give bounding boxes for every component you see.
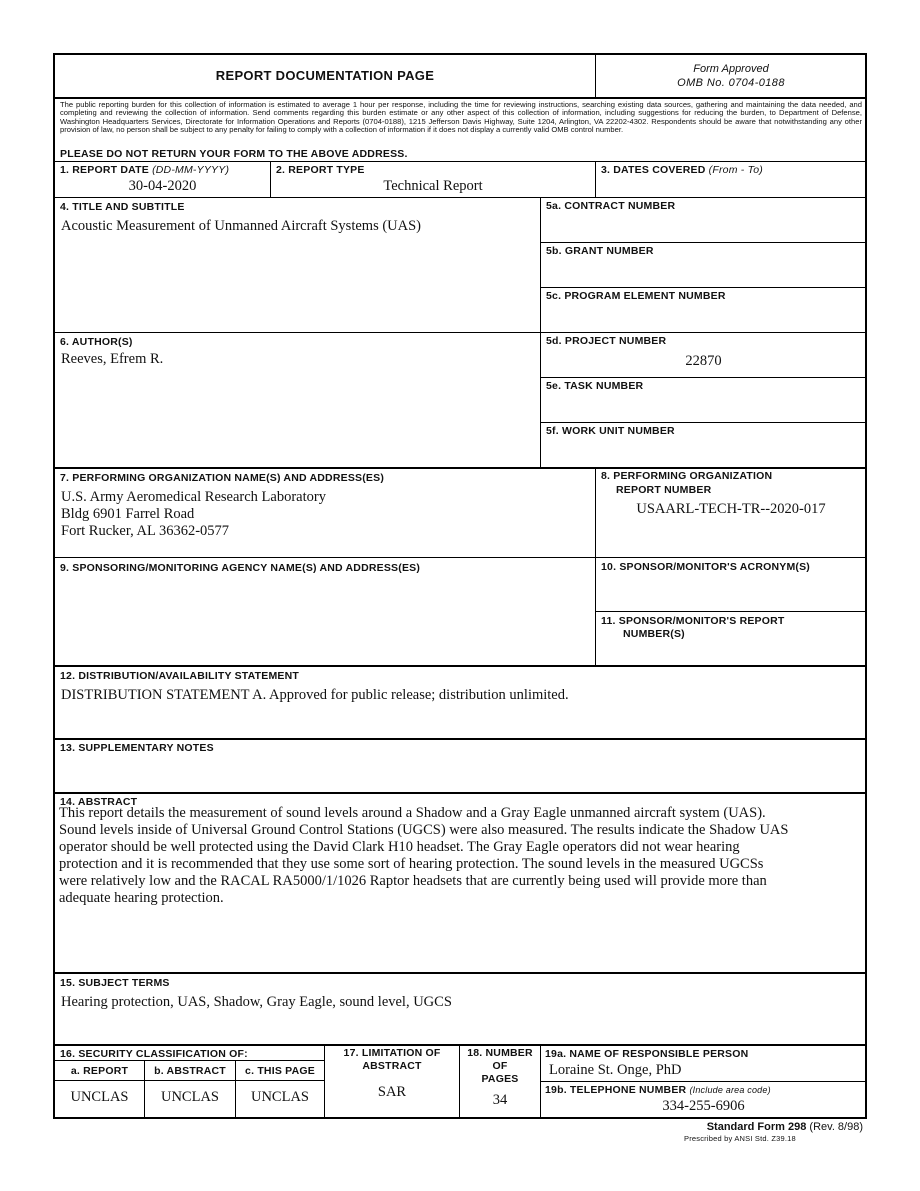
rule-row1 <box>53 161 867 162</box>
rule-row9 <box>53 665 867 667</box>
rule-row2 <box>53 197 867 198</box>
abstract-line: operator should be well protected using the David Clark H10 headset. The Gray Eagle operators did not wear hearing <box>59 839 740 855</box>
rule-row12 <box>53 738 867 740</box>
supplementary-notes-label: 13. SUPPLEMENTARY NOTES <box>60 742 214 754</box>
sponsor-report-number-label-2: NUMBER(S) <box>623 628 685 640</box>
contract-number-label: 5a. CONTRACT NUMBER <box>546 200 676 212</box>
dates-covered-label: 3. DATES COVERED (From - To) <box>601 164 763 176</box>
rule-16-head <box>53 1060 324 1061</box>
rule-header <box>53 97 867 99</box>
rule-row15 <box>53 1044 867 1046</box>
sponsor-acronym-label: 10. SPONSOR/MONITOR'S ACRONYM(S) <box>601 561 811 573</box>
title-value: Acoustic Measurement of Unmanned Aircraft Systems (UAS) <box>61 218 422 234</box>
distribution-value: DISTRIBUTION STATEMENT A. Approved for public release; distribution unlimited. <box>61 687 569 703</box>
sponsor-report-number-label: 11. SPONSOR/MONITOR'S REPORT <box>601 615 785 627</box>
telephone-label: 19b. TELEPHONE NUMBER (Include area code) <box>545 1084 771 1096</box>
abstract-line: This report details the measurement of sound levels around a Shadow and a Gray Eagle unmanned aircraft system (UAS). <box>59 805 766 821</box>
rule-5e <box>540 422 867 423</box>
title-label: 4. TITLE AND SUBTITLE <box>60 201 185 213</box>
rule-5d <box>540 377 867 378</box>
number-of-pages-label-3: PAGES <box>481 1073 519 1085</box>
abstract-line: were relatively low and the RACAL RA5000/1/1026 Raptor headsets that are currently being used will provide more than <box>59 873 767 889</box>
frame-bottom <box>53 1117 867 1119</box>
task-number-label: 5e. TASK NUMBER <box>546 380 644 392</box>
limitation-label-2: ABSTRACT <box>362 1060 422 1072</box>
div-col5 <box>540 197 541 469</box>
subject-terms-value: Hearing protection, UAS, Shadow, Gray Eagle, sound level, UGCS <box>61 994 452 1010</box>
abstract-line: protection and it is recommended that they use some sort of hearing protection. The sound levels in the measured UGCSs <box>59 856 764 872</box>
rule-row14 <box>53 972 867 974</box>
report-type-value: Technical Report <box>383 178 483 194</box>
report-date-label: 1. REPORT DATE (DD-MM-YYYY) <box>60 164 230 176</box>
performing-org-line: Fort Rucker, AL 36362-0577 <box>61 523 230 539</box>
performing-org-line: U.S. Army Aeromedical Research Laboratory <box>61 489 326 505</box>
rule-row10 <box>595 611 867 612</box>
frame-left <box>53 53 55 1119</box>
distribution-label: 12. DISTRIBUTION/AVAILABILITY STATEMENT <box>60 670 299 682</box>
rule-row6 <box>53 467 867 469</box>
abstract-class-label: b. ABSTRACT <box>154 1065 226 1077</box>
do-not-return: PLEASE DO NOT RETURN YOUR FORM TO THE ABOVE ADDRESS. <box>60 148 408 160</box>
report-number-label-2: REPORT NUMBER <box>616 484 712 496</box>
report-class-label: a. REPORT <box>70 1065 129 1077</box>
div-col8 <box>595 467 596 666</box>
authors-label: 6. AUTHOR(S) <box>60 336 133 348</box>
prescribed-by: Prescribed by ANSI Std. Z39.18 <box>684 1134 796 1143</box>
program-element-label: 5c. PROGRAM ELEMENT NUMBER <box>546 290 726 302</box>
project-number-label: 5d. PROJECT NUMBER <box>546 335 667 347</box>
rule-row7 <box>53 557 867 558</box>
performing-org-label: 7. PERFORMING ORGANIZATION NAME(S) AND ADDRESS(ES) <box>60 472 385 484</box>
abstract-label: 14. ABSTRACT <box>60 796 138 808</box>
authors-value: Reeves, Efrem R. <box>61 351 164 367</box>
number-of-pages-label: 18. NUMBER <box>467 1047 533 1059</box>
form-approved: Form Approved <box>693 63 769 75</box>
header-divider <box>595 53 596 98</box>
frame-right <box>865 53 867 1119</box>
responsible-person-value: Loraine St. Onge, PhD <box>549 1062 682 1078</box>
report-date-value: 30-04-2020 <box>128 178 197 194</box>
security-classification-label: 16. SECURITY CLASSIFICATION OF: <box>60 1048 248 1060</box>
limitation-value: SAR <box>377 1084 407 1100</box>
rule-5a <box>540 242 867 243</box>
burden-statement: The public reporting burden for this collection of information is estimated to average 1 hour per response, including the time for reviewing instructions, searching existing data sources, gathering and maintaining the data needed, and completing and reviewing the collection of information. Send comments regarding this burden estimate or any other aspect of this collection of information, including suggestions for reducing the burden, to Department of Defense, Washington Headquarters Services, Directorate for Information Operations and Reports (0704-0188), 1215 Jefferson Davis Highway, Suite 1204, Arlington, VA 22202-4302. Respondents should be aware that notwithstanding any other provision of law, no person shall be subject to any penalty for failing to comply with a collection of information if it does not display a currently valid OMB control number. <box>60 100 862 135</box>
rule-row13 <box>53 792 867 794</box>
page-title: REPORT DOCUMENTATION PAGE <box>215 68 435 83</box>
omb-number: OMB No. 0704-0188 <box>677 77 785 89</box>
report-type-label: 2. REPORT TYPE <box>276 164 365 176</box>
abstract-line: Sound levels inside of Universal Ground Control Stations (UGCS) were also measured. The results indicate the Shadow UAS <box>59 822 789 838</box>
abstract-line: adequate hearing protection. <box>59 890 224 906</box>
report-number-value: USAARL-TECH-TR--2020-017 <box>636 501 826 517</box>
standard-form: Standard Form 298 (Rev. 8/98) <box>706 1121 863 1133</box>
rule-16-sub <box>53 1080 324 1081</box>
performing-org-line: Bldg 6901 Farrel Road <box>61 506 195 522</box>
this-page-class-value: UNCLAS <box>250 1089 309 1105</box>
work-unit-label: 5f. WORK UNIT NUMBER <box>546 425 675 437</box>
sponsoring-agency-label: 9. SPONSORING/MONITORING AGENCY NAME(S) AND ADDRESS(ES) <box>60 562 421 574</box>
telephone-value: 334-255-6906 <box>662 1098 745 1114</box>
number-of-pages-label-2: OF <box>492 1060 508 1072</box>
frame-top <box>53 53 867 55</box>
report-class-value: UNCLAS <box>70 1089 129 1105</box>
number-of-pages-value: 34 <box>492 1092 508 1108</box>
grant-number-label: 5b. GRANT NUMBER <box>546 245 654 257</box>
div-2-3 <box>595 161 596 198</box>
abstract-class-value: UNCLAS <box>160 1089 219 1105</box>
subject-terms-label: 15. SUBJECT TERMS <box>60 977 170 989</box>
rule-5b <box>540 287 867 288</box>
responsible-person-label: 19a. NAME OF RESPONSIBLE PERSON <box>545 1048 749 1060</box>
rule-19 <box>540 1081 867 1082</box>
project-number-value: 22870 <box>685 353 722 369</box>
limitation-label: 17. LIMITATION OF <box>343 1047 441 1059</box>
this-page-class-label: c. THIS PAGE <box>245 1065 315 1077</box>
rule-5c <box>53 332 867 333</box>
report-number-label: 8. PERFORMING ORGANIZATION <box>601 470 773 482</box>
